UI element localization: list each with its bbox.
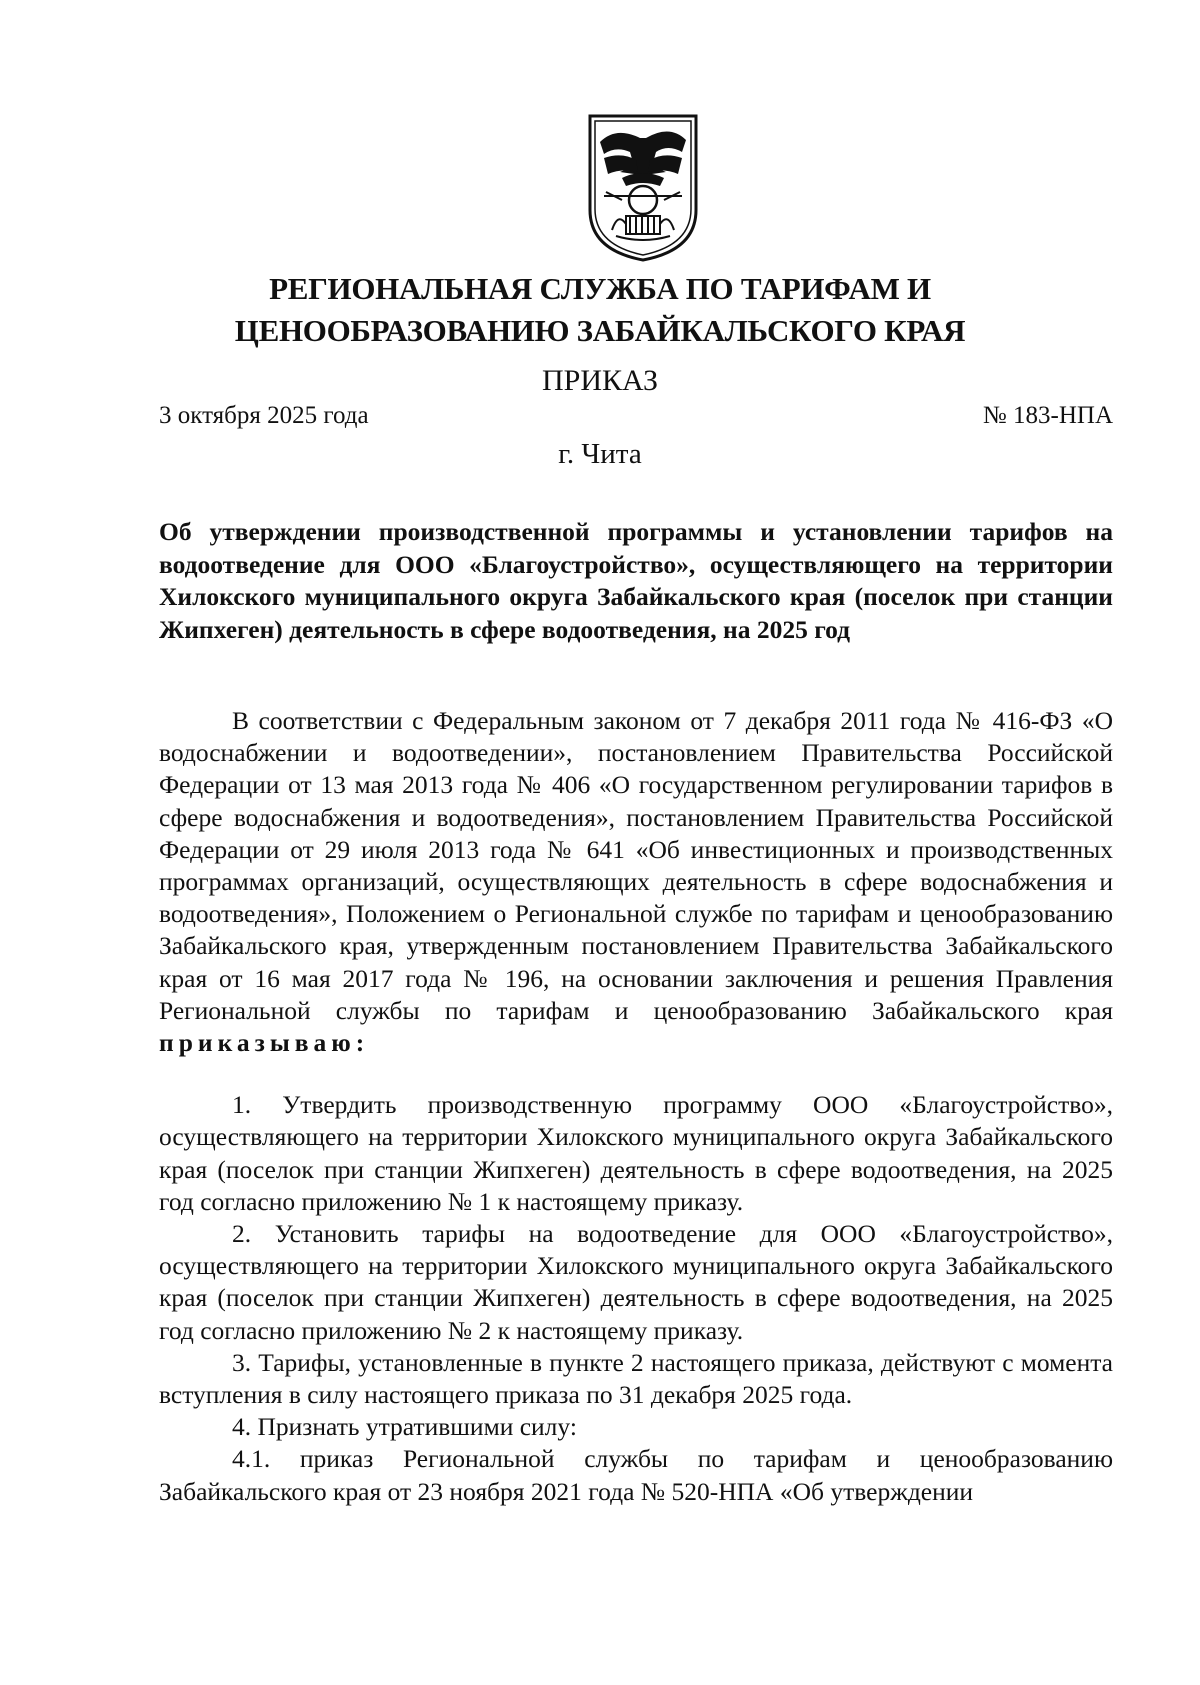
list-item: 1. Утвердить производственную программу ООО «Благоустройство», осуществляющего на территории Хилокского муниципального округа Забайкальского края (поселок при станции Жипхеген) деятельность в сфере водоотведения, на 2025 год согласно приложению № 1 к настоящему приказу. [159, 1090, 1113, 1216]
organization-name [160, 268, 1040, 352]
order-date: 3 октября 2025 года [159, 402, 369, 429]
order-city: г. Чита [558, 438, 642, 470]
preamble-text: В соответствии с Федеральным законом от 7 декабря 2011 года № 416-ФЗ «О водоснабжении и водоотведении», постановлением Правительства Российской Федерации от 13 мая 2013 года № 406 «О государственном регулировании тарифов в сфере водоснабжения и водоотведения», постановлением Правительства Российской Федерации от 29 июля 2013 года № 641 «Об инвестиционных и производственных программах организаций, осуществляющих деятельность в сфере водоснабжения и водоотведения», Положением о Региональной службе по тарифам и ценообразованию Забайкальского края, утвержденным постановлением Правительства Забайкальского края от 16 мая 2017 года № 196, на основании заключения и решения Правления Региональной службы по тарифам и ценообразованию Забайкальского края [159, 706, 1113, 1025]
list-item: 3. Тарифы, установленные в пункте 2 настоящего приказа, действуют с момента вступления в силу настоящего приказа по 31 декабря 2025 года. [159, 1347, 1113, 1410]
coat-of-arms-icon [582, 112, 704, 264]
list-item: 4.1. приказ Региональной службы по тарифам и ценообразованию Забайкальского края от 23 ноября 2021 года № 520-НПА «Об утверждении [159, 1444, 1113, 1506]
organization-name-line-2: ЦЕНООБРАЗОВАНИЮ ЗАБАЙКАЛЬСКОГО КРАЯ [234, 313, 966, 348]
paragraph-gap [159, 1059, 1113, 1089]
document-type: ПРИКАЗ [542, 364, 658, 397]
organization-name-line-1: РЕГИОНАЛЬНАЯ СЛУЖБА ПО ТАРИФАМ И [269, 271, 931, 306]
order-heading: Об утверждении производственной программы и установлении тарифов на водоотведение для ООО «Благоустройство», осуществляющего на территории Хилокского муниципального округа Забайкальского края (поселок при станции Жипхеген) деятельность в сфере водоотведения, на 2025 год [159, 517, 1113, 644]
order-number: № 183-НПА [982, 402, 1113, 429]
list-item: 2. Установить тарифы на водоотведение для ООО «Благоустройство», осуществляющего на территории Хилокского муниципального округа Забайкальского края (поселок при станции Жипхеген) деятельность в сфере водоотведения, на 2025 год согласно приложению № 2 к настоящему приказу. [159, 1219, 1113, 1345]
directive-word: приказываю: [159, 1028, 370, 1058]
list-item: 4. Признать утратившими силу: [232, 1412, 577, 1442]
order-body [159, 705, 1113, 1508]
preamble-paragraph [159, 705, 1113, 1059]
